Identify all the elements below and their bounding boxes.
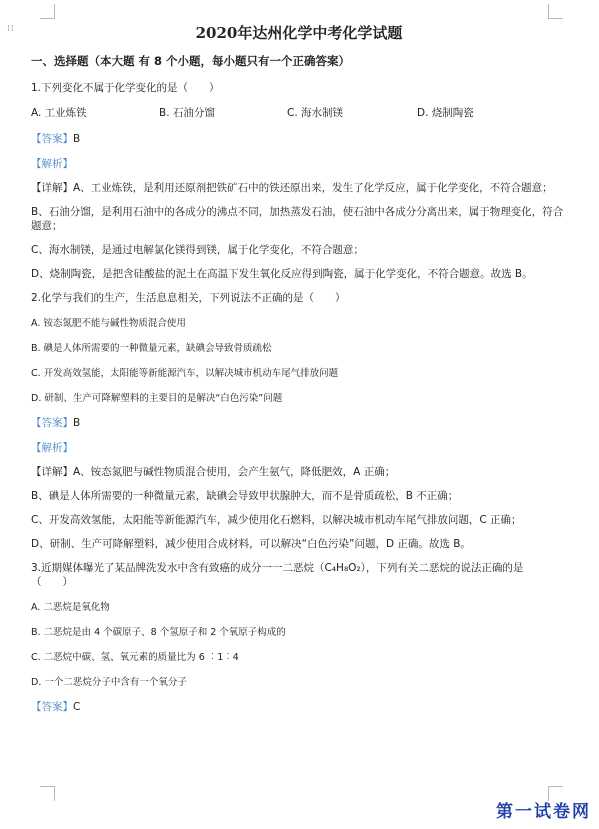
question-1-stem: 1.下列变化不属于化学变化的是（ ） — [31, 82, 220, 94]
analysis-label: 【解析】 — [31, 158, 73, 170]
option: D. 一个二恶烷分子中含有一个氧分子 — [31, 677, 187, 688]
answer-line: 【答案】B — [31, 417, 81, 429]
option: B. 石油分馏 — [159, 107, 215, 119]
option: C. 海水制镁 — [287, 107, 344, 119]
option: A. 铵态氮肥不能与碱性物质混合使用 — [31, 318, 186, 329]
question-1-options — [31, 105, 567, 120]
drag-handle-icon[interactable]: ⁞⁞ — [7, 24, 15, 34]
option: A. 二恶烷是氧化物 — [31, 602, 110, 613]
detail-paragraph: B、石油分馏，是利用石油中的各成分的沸点不同，加热蒸发石油，使石油中各成分分离出来，属于物理变化，符合题意； — [31, 206, 564, 232]
page-corner-mark — [40, 786, 55, 801]
option: D. 研制、生产可降解塑料的主要目的是解决“白色污染”问题 — [31, 393, 283, 404]
option: B. 二恶烷是由 4 个碳原子、8 个氢原子和 2 个氧原子构成的 — [31, 627, 286, 638]
watermark-logo: 第一试卷网 — [496, 802, 591, 822]
option: D. 烧制陶瓷 — [417, 107, 474, 119]
option: C. 开发高效氢能，太阳能等新能源汽车，以解决城市机动车尾气排放问题 — [31, 368, 339, 379]
detail-paragraph: C、开发高效氢能，太阳能等新能源汽车，减少使用化石燃料，以解决城市机动车尾气排放问题，C 正确； — [31, 514, 522, 526]
analysis-label: 【解析】 — [31, 442, 73, 454]
detail-paragraph: 【详解】A、铵态氮肥与碱性物质混合使用，会产生氨气，降低肥效，A 正确； — [31, 466, 396, 478]
detail-paragraph: C、海水制镁，是通过电解氯化镁得到镁，属于化学变化，不符合题意； — [31, 244, 364, 256]
option: B. 碘是人体所需要的一种微量元素，缺碘会导致骨质疏松 — [31, 343, 272, 354]
answer-line: 【答案】C — [31, 701, 81, 713]
document-body — [31, 22, 567, 724]
option: A. 工业炼铁 — [31, 107, 87, 119]
page-corner-mark — [40, 4, 55, 19]
section-heading: 一、选择题（本大题 有 8 个小题，每小题只有一个正确答案） — [31, 54, 351, 68]
page-corner-mark — [548, 4, 563, 19]
answer-line: 【答案】B — [31, 133, 81, 145]
question-2-stem: 2.化学与我们的生产，生活息息相关，下列说法不正确的是（ ） — [31, 292, 346, 304]
option: C. 二恶烷中碳、氢、氧元素的质量比为 6 ︰1︰4 — [31, 652, 239, 663]
detail-paragraph: 【详解】A、工业炼铁，是利用还原剂把铁矿石中的铁还原出来，发生了化学反应，属于化学变化，不符合题意； — [31, 182, 553, 194]
question-3-stem: 3.近期媒体曝光了某品牌洗发水中含有致癌的成分一一二恶烷（C₄H₈O₂），下列有关二恶烷的说法正确的是 （ ） — [31, 562, 524, 588]
detail-paragraph: B、碘是人体所需要的一种微量元素，缺碘会导致甲状腺肿大，而不是骨质疏松，B 不正确； — [31, 490, 459, 502]
page-title: 2020年达州化学中考化学试题 — [195, 24, 403, 42]
detail-paragraph: D、烧制陶瓷，是把含硅酸盐的泥土在高温下发生氧化反应得到陶瓷，属于化学变化，不符合题意。故选 B。 — [31, 268, 533, 280]
detail-paragraph: D、研制、生产可降解塑料，减少使用合成材料，可以解决“白色污染”问题，D 正确。故选 B。 — [31, 538, 471, 550]
